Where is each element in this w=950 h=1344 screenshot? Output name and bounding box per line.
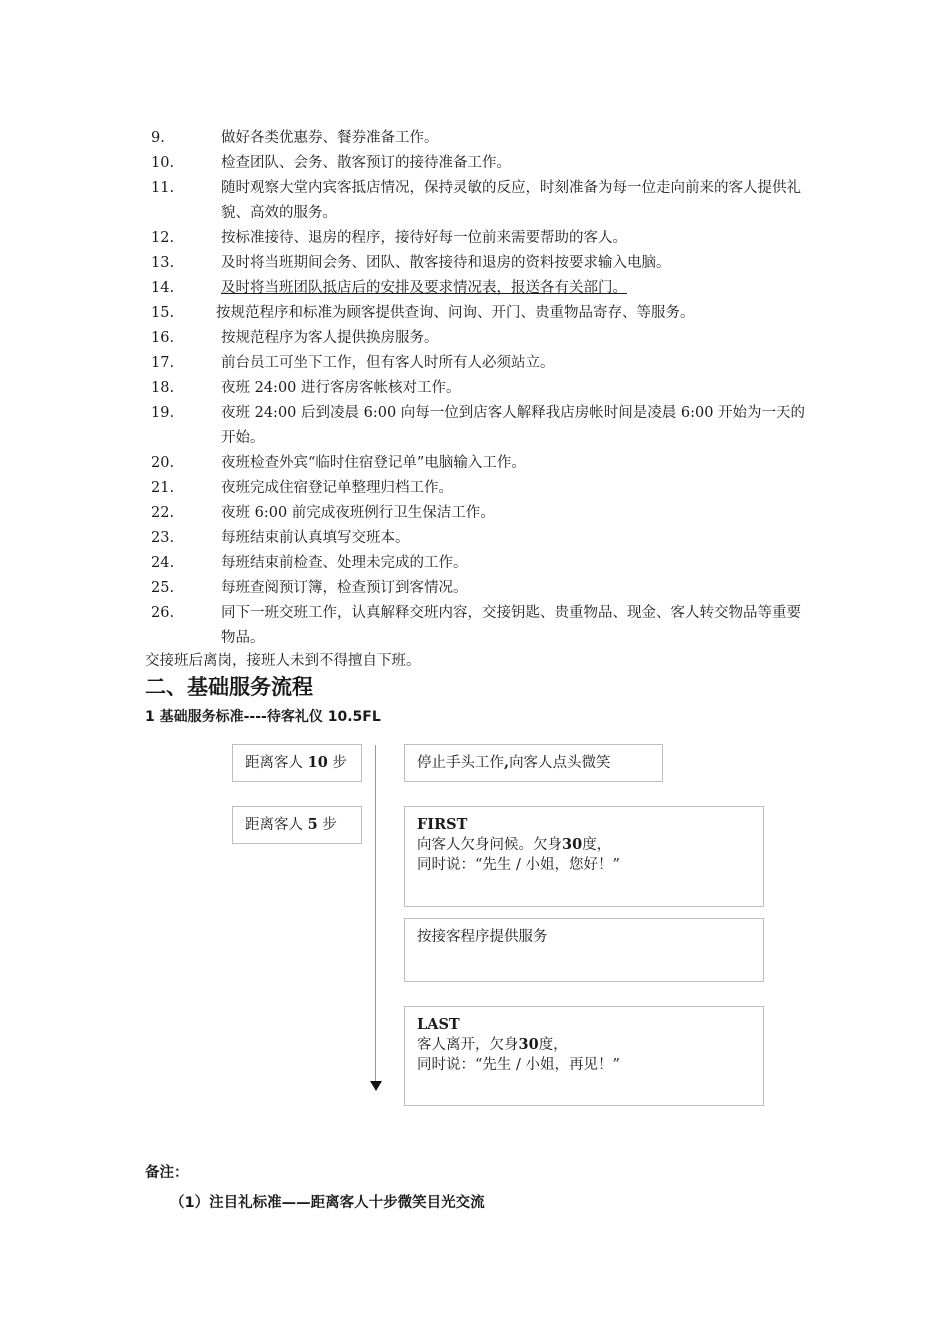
- list-item: [0, 601, 950, 651]
- item-text: 及时将当班期间会务、团队、散客接待和退房的资料按要求输入电脑。: [221, 255, 671, 271]
- item-number: 19.: [151, 405, 175, 421]
- arrow-down-icon: [370, 1081, 382, 1091]
- item-number: 24.: [151, 555, 175, 571]
- item-number: 10.: [151, 155, 175, 171]
- box-number: 10: [307, 754, 328, 771]
- list-item: [0, 476, 950, 501]
- item-text: 夜班 24:00 进行客房客帐核对工作。: [221, 380, 461, 396]
- box-text: 度，: [538, 1037, 568, 1053]
- box-separator: ,: [504, 754, 510, 771]
- item-number: 13.: [151, 255, 175, 271]
- box-text: 度，: [582, 837, 612, 853]
- item-text: 按标准接待、退房的程序，接待好每一位前来需要帮助的客人。: [221, 230, 627, 246]
- box-text: 停止手头工作: [417, 755, 504, 771]
- item-text: 按规范程序和标准为顾客提供查询、问询、开门、贵重物品寄存、等服务。: [216, 305, 695, 321]
- list-item: [0, 151, 950, 176]
- box-number: 30: [518, 1036, 539, 1053]
- closing-line: 交接班后离岗，接班人未到不得擅自下班。: [145, 653, 421, 669]
- item-text: 检查团队、会务、散客预订的接待准备工作。: [221, 155, 511, 171]
- item-number: 21.: [151, 480, 175, 496]
- item-text: 同下一班交班工作，认真解释交班内容，交接钥匙、贵重物品、现金、客人转交物品等重要物品。: [221, 605, 801, 646]
- box-text: 同时说：“先生 / 小姐，再见！”: [417, 1057, 620, 1073]
- duty-list: [0, 126, 950, 651]
- note-item: （1）注目礼标准——距离客人十步微笑目光交流: [170, 1195, 485, 1211]
- item-text: 夜班检查外宾“临时住宿登记单”电脑输入工作。: [221, 455, 526, 471]
- section-title: 二、基础服务流程: [145, 675, 313, 699]
- item-number: 18.: [151, 380, 175, 396]
- list-item: [0, 351, 950, 376]
- list-item: [0, 526, 950, 551]
- flow-box-service: [404, 918, 764, 982]
- box-title: FIRST: [417, 816, 468, 833]
- list-item: [0, 326, 950, 351]
- box-text: 客人离开，欠身: [417, 1037, 519, 1053]
- box-text: 同时说：“先生 / 小姐，您好！”: [417, 857, 620, 873]
- item-text: 每班结束前认真填写交班本。: [221, 530, 410, 546]
- item-text-underlined: 及时将当班团队抵店后的安排及要求情况表，报送各有关部门。: [221, 280, 627, 296]
- item-number: 23.: [151, 530, 175, 546]
- item-number: 22.: [151, 505, 175, 521]
- item-text: 随时观察大堂内宾客抵店情况，保持灵敏的反应，时刻准备为每一位走向前来的客人提供礼貌、高效的服务。: [221, 180, 801, 221]
- item-text: 按规范程序为客人提供换房服务。: [221, 330, 439, 346]
- item-text: 前台员工可坐下工作，但有客人时所有人必须站立。: [221, 355, 555, 371]
- item-text: 夜班 24:00 后到凌晨 6:00 向每一位到店客人解释我店房帐时间是凌晨 6:00 开始为一天的开始。: [221, 405, 806, 446]
- list-item: [0, 576, 950, 601]
- item-number: 26.: [151, 605, 175, 621]
- box-number: 5: [307, 816, 318, 833]
- list-item: [0, 451, 950, 476]
- list-item: [0, 401, 950, 451]
- item-number: 16.: [151, 330, 175, 346]
- item-text: 做好各类优惠券、餐券准备工作。: [221, 130, 439, 146]
- list-item: [0, 376, 950, 401]
- list-item: [0, 251, 950, 276]
- list-item: [0, 551, 950, 576]
- item-number: 14.: [151, 280, 175, 296]
- list-item: [0, 301, 950, 326]
- flow-timeline: [375, 745, 376, 1081]
- item-number: 25.: [151, 580, 175, 596]
- note-label: 备注：: [145, 1165, 189, 1181]
- item-number: 12.: [151, 230, 175, 246]
- flow-box-stop-and-smile: [404, 744, 663, 782]
- item-text: 夜班 6:00 前完成夜班例行卫生保洁工作。: [221, 505, 495, 521]
- item-text: 夜班完成住宿登记单整理归档工作。: [221, 480, 453, 496]
- flow-box-first: [404, 806, 764, 907]
- box-title: LAST: [417, 1016, 460, 1033]
- item-number: 11.: [151, 180, 175, 196]
- item-number: 15.: [151, 305, 175, 321]
- list-item: [0, 226, 950, 251]
- box-text: 距离客人: [245, 817, 303, 833]
- box-number: 30: [562, 836, 583, 853]
- box-text: 向客人欠身问候。欠身: [417, 837, 562, 853]
- flow-box-distance-10: [232, 744, 362, 782]
- item-text: 每班结束前检查、处理未完成的工作。: [221, 555, 468, 571]
- item-number: 20.: [151, 455, 175, 471]
- box-text: 按接客程序提供服务: [417, 929, 548, 945]
- list-item: [0, 176, 950, 226]
- box-text: 向客人点头微笑: [509, 755, 611, 771]
- item-text: 每班查阅预订簿，检查预订到客情况。: [221, 580, 468, 596]
- item-number: 9.: [151, 130, 165, 146]
- box-text: 步: [332, 755, 347, 771]
- list-item: [0, 501, 950, 526]
- flow-box-last: [404, 1006, 764, 1106]
- box-text: 步: [322, 817, 337, 833]
- item-number: 17.: [151, 355, 175, 371]
- list-item: [0, 276, 950, 301]
- box-text: 距离客人: [245, 755, 303, 771]
- list-item: [0, 126, 950, 151]
- flow-box-distance-5: [232, 806, 362, 844]
- subsection-title: 1 基础服务标准----待客礼仪 10.5FL: [145, 709, 381, 725]
